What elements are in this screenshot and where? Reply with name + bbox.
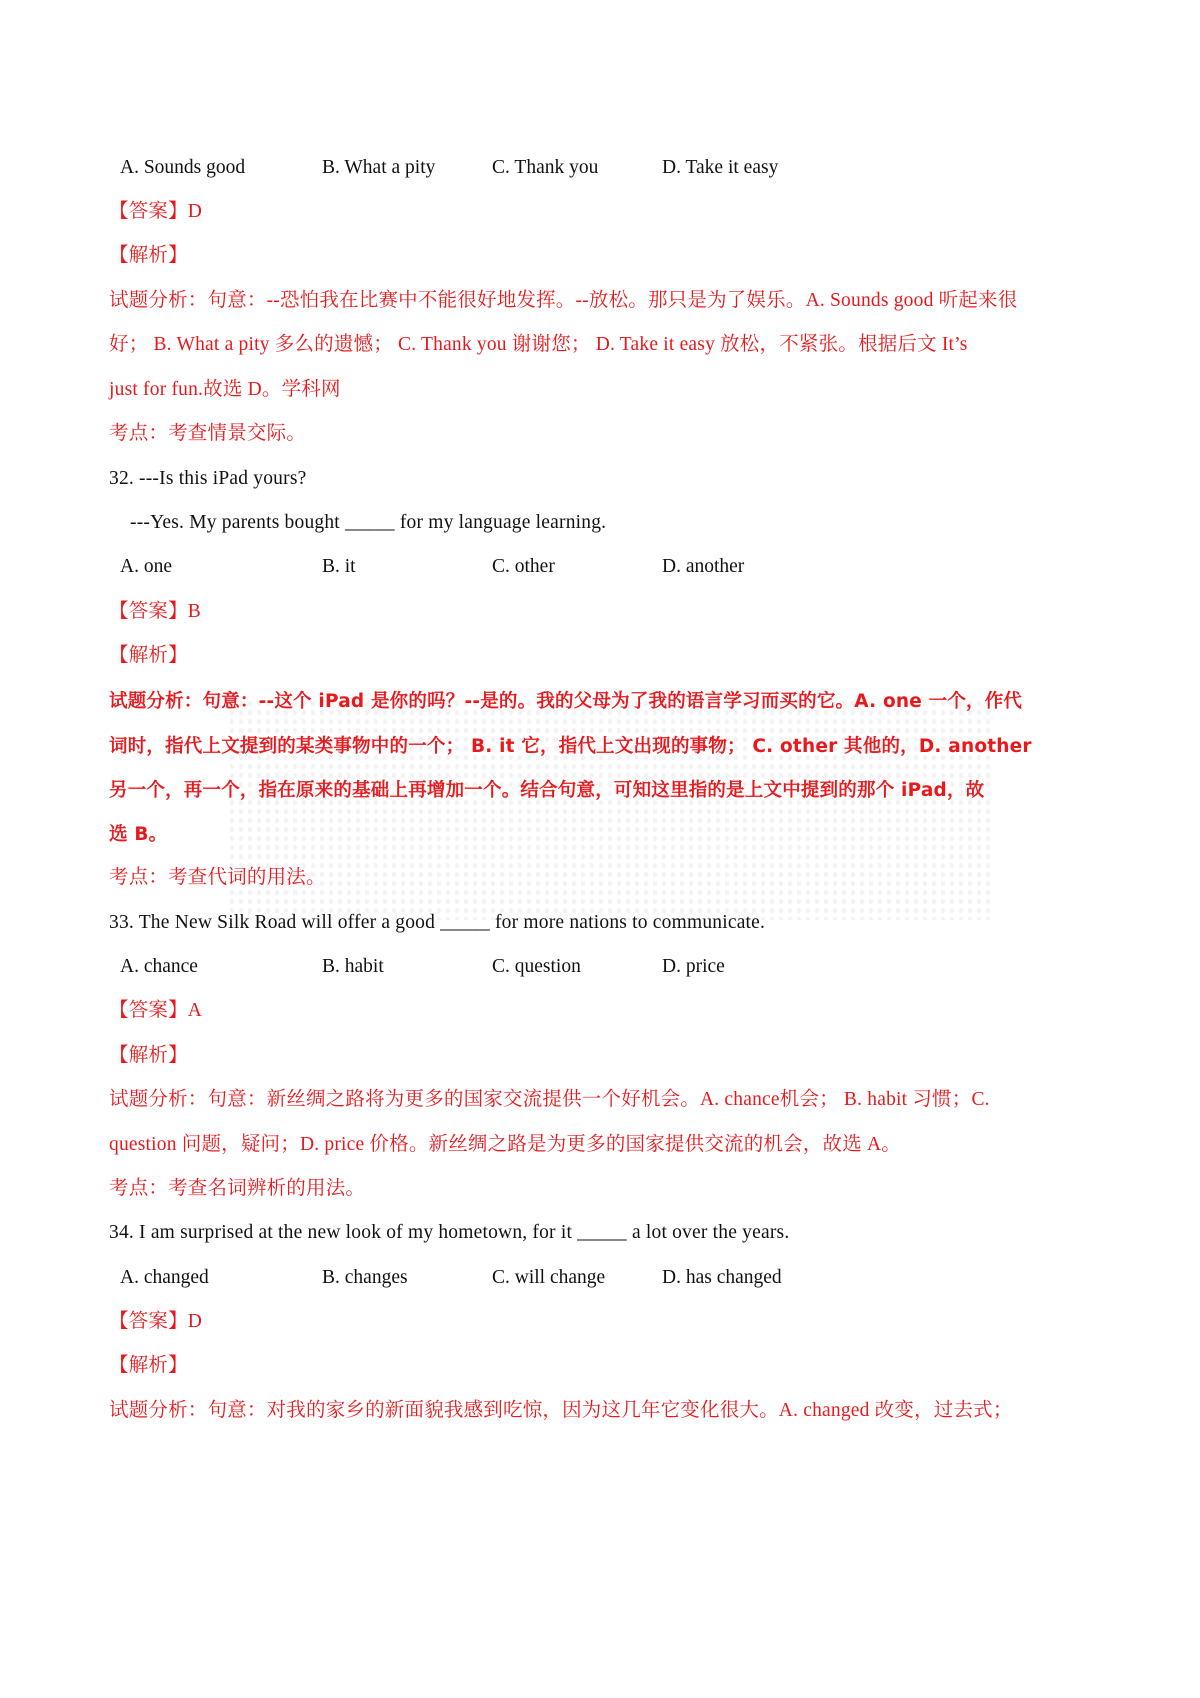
q33-option-c: C. question bbox=[492, 956, 581, 977]
q31-analysis-line-1: 试题分析：句意：--恐怕我在比赛中不能很好地发挥。--放松。那只是为了娱乐。A. Sounds good 听起来很 bbox=[109, 290, 1018, 311]
q32-analysis-line-4: 选 B。 bbox=[109, 824, 168, 845]
q32-option-d: D. another bbox=[662, 556, 745, 577]
q33-options bbox=[120, 953, 1020, 981]
q34-option-a: A. changed bbox=[120, 1267, 209, 1288]
q31-kaodian: 考点：考查情景交际。 bbox=[109, 423, 307, 444]
q34-option-d: D. has changed bbox=[662, 1267, 782, 1288]
q33-analysis-line-2: question 问题，疑问；D. price 价格。新丝绸之路是为更多的国家提供交流的机会，故选 A。 bbox=[109, 1134, 901, 1155]
q31-option-c: C. Thank you bbox=[492, 157, 599, 178]
q34-answer: 【答案】D bbox=[109, 1311, 203, 1332]
q32-analysis-label: 【解析】 bbox=[109, 645, 188, 666]
q34-option-b: B. changes bbox=[322, 1267, 408, 1288]
q33-option-a: A. chance bbox=[120, 956, 198, 977]
q32-options bbox=[120, 553, 1020, 581]
q33-analysis-line-1: 试题分析：句意：新丝绸之路将为更多的国家交流提供一个好机会。A. chance机会； B. habit 习惯；C. bbox=[109, 1089, 990, 1110]
q32-answer: 【答案】B bbox=[109, 601, 202, 622]
q33-kaodian: 考点：考查名词辨析的用法。 bbox=[109, 1178, 366, 1199]
q33-option-b: B. habit bbox=[322, 956, 384, 977]
q32-analysis-line-1: 试题分析：句意：--这个 iPad 是你的吗？--是的。我的父母为了我的语言学习而买的它。A. one 一个，作代 bbox=[109, 691, 1023, 712]
q31-analysis-label: 【解析】 bbox=[109, 245, 188, 266]
q33-option-d: D. price bbox=[662, 956, 725, 977]
q32-stem-line-2: ---Yes. My parents bought _____ for my language learning. bbox=[130, 512, 607, 533]
q32-option-a: A. one bbox=[120, 556, 172, 577]
q31-analysis-line-2: 好； B. What a pity 多么的遗憾； C. Thank you 谢谢您； D. Take it easy 放松，不紧张。根据后文 It’s bbox=[109, 334, 968, 355]
q32-analysis-line-3: 另一个，再一个，指在原来的基础上再增加一个。结合句意，可知这里指的是上文中提到的那个 iPad，故 bbox=[109, 780, 985, 801]
q34-options bbox=[120, 1264, 1020, 1292]
q34-option-c: C. will change bbox=[492, 1267, 606, 1288]
q31-analysis-line-3: just for fun.故选 D。学科网 bbox=[109, 379, 341, 400]
q33-answer: 【答案】A bbox=[109, 1000, 203, 1021]
q34-analysis-line-1: 试题分析：句意：对我的家乡的新面貌我感到吃惊，因为这几年它变化很大。A. changed 改变，过去式； bbox=[109, 1400, 1013, 1421]
q31-options bbox=[120, 154, 1020, 182]
q32-option-b: B. it bbox=[322, 556, 356, 577]
q34-analysis-label: 【解析】 bbox=[109, 1355, 188, 1376]
q31-option-d: D. Take it easy bbox=[662, 157, 779, 178]
q33-analysis-label: 【解析】 bbox=[109, 1045, 188, 1066]
q31-option-b: B. What a pity bbox=[322, 157, 436, 178]
q32-analysis-line-2: 词时，指代上文提到的某类事物中的一个； B. it 它，指代上文出现的事物； C. other 其他的，D. another bbox=[109, 736, 1032, 757]
q32-stem-line-1: 32. ---Is this iPad yours? bbox=[109, 468, 307, 489]
q34-stem: 34. I am surprised at the new look of my hometown, for it _____ a lot over the years. bbox=[109, 1222, 790, 1243]
q31-answer: 【答案】D bbox=[109, 201, 203, 222]
q31-option-a: A. Sounds good bbox=[120, 157, 246, 178]
q32-kaodian: 考点：考查代词的用法。 bbox=[109, 867, 326, 888]
q32-option-c: C. other bbox=[492, 556, 555, 577]
q33-stem: 33. The New Silk Road will offer a good _____ for more nations to communicate. bbox=[109, 912, 766, 933]
